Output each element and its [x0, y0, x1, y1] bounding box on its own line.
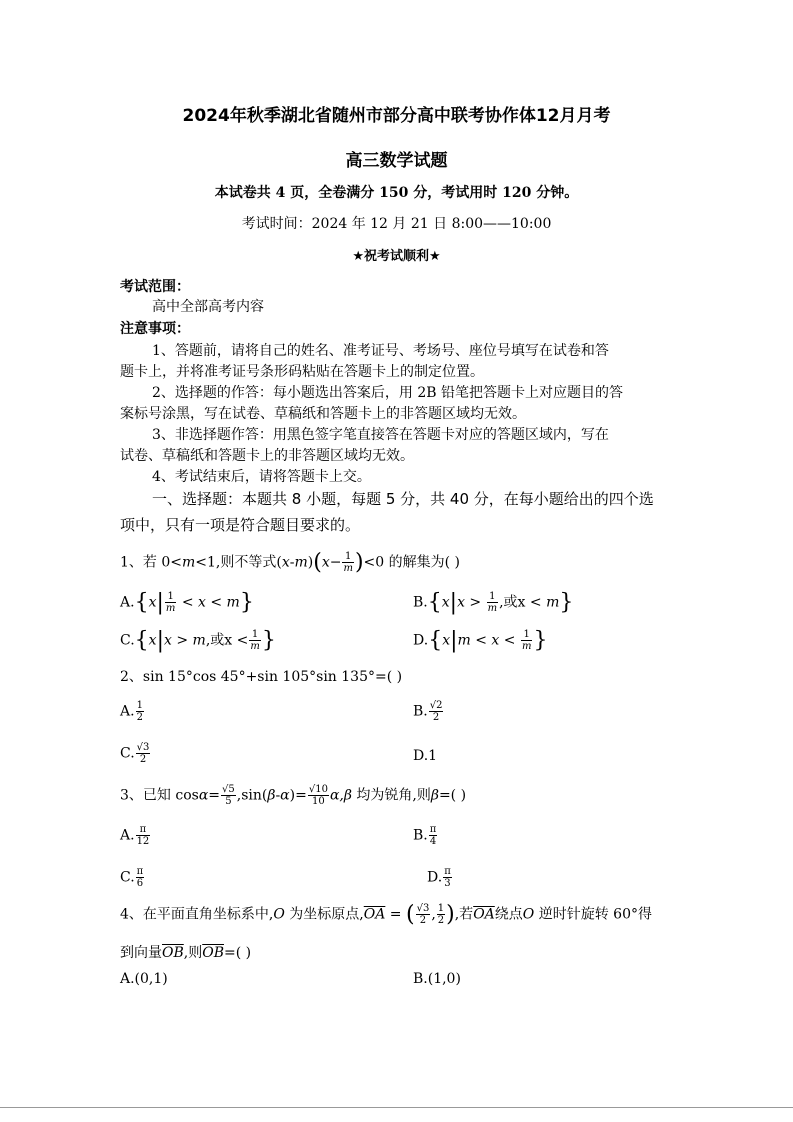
question-1-stem: 1、若 0<m<1,则不等式(x-m)(x− $\frac{1}{m}$ )<0 的解集为( ) — [120, 550, 461, 575]
question-3-option-b: B. $\frac{\pi}{4}$ — [413, 824, 437, 847]
question-4-option-b: B.(1,0) — [413, 971, 461, 987]
note-line: 4、考试结束后，请将答题卡上交。 — [152, 469, 371, 485]
blessing: ★祝考试顺利★ — [352, 249, 441, 264]
question-2-option-d: D.1 — [413, 748, 438, 764]
question-1-option-b: B.{x|x > $\frac{1}{m}$ ,或x < m} — [413, 590, 574, 615]
section-heading-line2: 项中，只有一项是符合题目要求的。 — [120, 516, 361, 534]
question-4-stem-line1: 4、在平面直角坐标系中,O 为坐标原点$,\overline{OA}$ = ( $\frac{√3}{2}$ , $\frac{1}{2}$ ),若$\overline{OA}$绕点O 逆时针旋转 60°得 — [120, 902, 652, 927]
question-2-stem: 2、sin 15°cos 45°+sin 105°sin 135°=( ) — [120, 669, 403, 685]
question-1-option-a: A.{x| $\frac{1}{m}$ < x < m} — [120, 590, 254, 615]
question-3-stem: 3、已知 cosα= $\frac{√5}{5}$ ,sin(β-α)= $\frac{√10}{10}$ α,β 均为锐角,则β=( ) — [120, 784, 467, 807]
note-line: 3、非选择题作答：用黑色签字笔直接答在答题卡对应的答题区域内，写在 — [152, 427, 609, 443]
question-4-stem-line2: 到向量$\overline{OB}$,则$\overline{OB}=$( ) — [120, 945, 252, 961]
exam-info-time: 考试时间：2024 年 12 月 21 日 8:00——10:00 — [241, 216, 552, 232]
note-line: 案标号涂黑，写在试卷、草稿纸和答题卡上的非答题区域均无效。 — [120, 406, 526, 422]
question-2-option-c: C. $\frac{√3}{2}$ — [120, 742, 150, 765]
scope-label: 考试范围： — [120, 279, 190, 295]
note-line: 1、答题前，请将自己的姓名、准考证号、考场号、座位号填写在试卷和答 — [152, 343, 609, 359]
question-1-option-d: D.{x|m < x < $\frac{1}{m}$ } — [413, 628, 548, 653]
note-line: 试卷、草稿纸和答题卡上的非答题区域均无效。 — [120, 448, 414, 464]
page-title: 2024年秋季湖北省随州市部分高中联考协作体12月月考 — [182, 106, 611, 126]
question-3-option-a: A. $\frac{\pi}{12}$ — [120, 824, 150, 847]
note-line: 题卡上，并将准考证号条形码粘贴在答题卡上的制定位置。 — [120, 364, 484, 380]
question-3-option-c: C. $\frac{\pi}{6}$ — [120, 866, 144, 889]
question-1-option-c: C.{x|x > m,或x < $\frac{1}{m}$ } — [120, 628, 276, 653]
exam-info-pages: 本试卷共 4 页，全卷满分 150 分，考试用时 120 分钟。 — [214, 185, 579, 201]
note-line: 2、选择题的作答：每小题选出答案后，用 2B 铅笔把答题卡上对应题目的答 — [152, 385, 624, 401]
question-4-option-a: A.(0,1) — [120, 971, 168, 987]
question-2-option-a: A. $\frac{1}{2}$ — [120, 700, 143, 723]
question-3-option-d: D. $\frac{\pi}{3}$ — [427, 866, 451, 889]
page-subtitle: 高三数学试题 — [345, 151, 448, 171]
scope-text: 高中全部高考内容 — [152, 299, 264, 315]
notes-label: 注意事项： — [120, 321, 190, 337]
section-heading-line1: 一、选择题：本题共 8 小题，每题 5 分，共 40 分，在每小题给出的四个选 — [152, 490, 654, 508]
page-bottom-divider — [0, 1107, 793, 1108]
question-2-option-b: B. $\frac{√2}{2}$ — [413, 700, 443, 723]
